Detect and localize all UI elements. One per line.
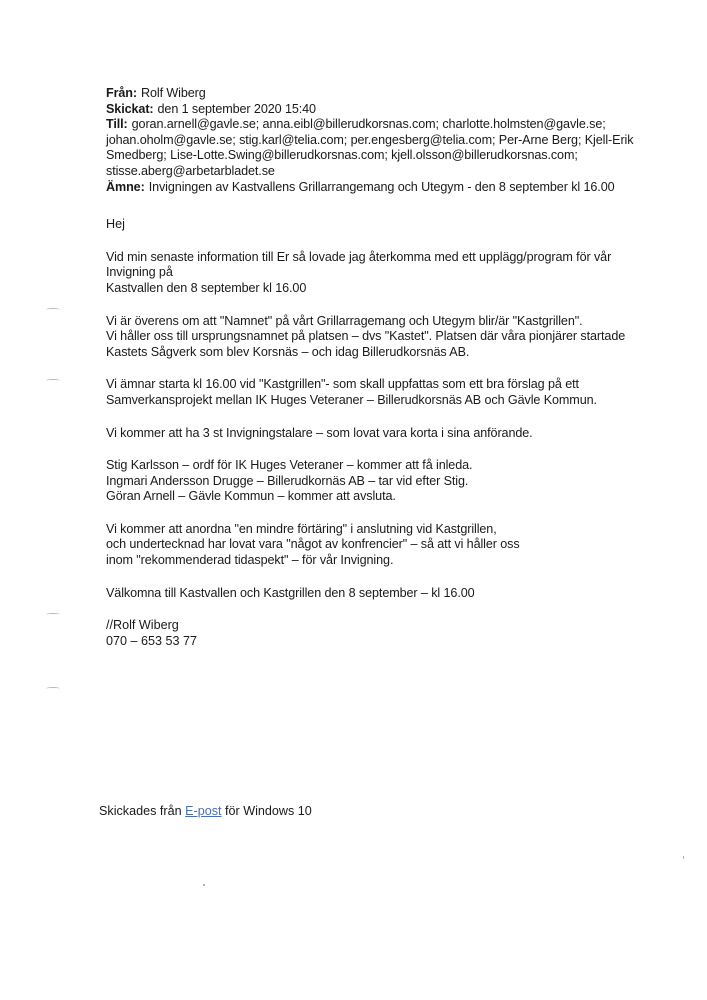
scan-speck: [203, 884, 205, 886]
paragraph-line: Vi kommer att ha 3 st Invigningstalare – som lovat vara korta i sina anförande.: [106, 425, 533, 440]
signature: [106, 618, 666, 649]
paragraph-line: Vid min senaste information till Er så lovade jag återkomma med ett upplägg/program för vår: [106, 249, 612, 264]
email-document: [106, 86, 666, 649]
to-line: [106, 117, 666, 179]
paragraph-line: Vi ämnar starta kl 16.00 vid "Kastgrillen"- som skall uppfattas som ett bra förslag på ett: [106, 377, 579, 392]
signature-name: //Rolf Wiberg: [106, 618, 179, 633]
paragraph-line: Ingmari Andersson Drugge – Billerudkornäs AB – tar vid efter Stig.: [106, 473, 469, 488]
paragraph-line: och undertecknad har lovat vara "något av konfrencier" – så att vi håller oss: [106, 537, 520, 552]
footer-prefix: Skickades från: [99, 804, 182, 818]
sent-value: den 1 september 2020 15:40: [157, 101, 316, 116]
paragraph-line: Stig Karlsson – ordf för IK Huges Veteraner – kommer att få inleda.: [106, 458, 473, 473]
sent-from-footer: [99, 804, 312, 820]
paragraph-line: Samverkansprojekt mellan IK Huges Veteraner – Billerudkorsnäs AB och Gävle Kommun.: [106, 392, 597, 407]
email-header: [106, 86, 666, 195]
paragraph-line: Kastvallen den 8 september kl 16.00: [106, 280, 307, 295]
paragraph-line: Invigning på: [106, 265, 173, 280]
paragraph-start: [106, 377, 666, 408]
scan-margin-mark: [46, 613, 60, 616]
from-line: [106, 86, 666, 102]
paragraph-line: Göran Arnell – Gävle Kommun – kommer att avsluta.: [106, 489, 396, 504]
subject-label: Ämne:: [106, 179, 145, 194]
paragraph-line: inom "rekommenderad tidaspekt" – för vår Invigning.: [106, 553, 394, 568]
email-app-link[interactable]: E-post: [185, 804, 222, 818]
paragraph-line: Välkomna till Kastvallen och Kastgrillen den 8 september – kl 16.00: [106, 585, 475, 600]
scan-margin-mark: [46, 308, 60, 311]
footer-suffix: för Windows 10: [225, 804, 312, 818]
paragraph-speakers: [106, 426, 666, 442]
scan-speck: [683, 856, 684, 859]
greeting: Hej: [106, 217, 125, 232]
paragraph-name: [106, 314, 666, 361]
to-value: goran.arnell@gavle.se; anna.eibl@billerudkorsnas.com; charlotte.holmsten@gavle.se; johan.oholm@gavle.se; stig.karl@telia.com; per.engesberg@telia.com; Per-Arne Berg; Kjell-Erik Smedberg; Lise-Lotte.Swing@billerudkorsnas.com; kjell.olsson@billerudkorsnas.com; stisse.aberg@arbetarbladet.se: [106, 117, 634, 178]
paragraph-line: Vi är överens om att "Namnet" på vårt Grillarragemang och Utegym blir/är "Kastgrillen".: [106, 313, 583, 328]
to-label: Till:: [106, 117, 128, 132]
paragraph-speaker-list: [106, 458, 666, 505]
from-value: Rolf Wiberg: [141, 86, 206, 100]
sent-label: Skickat:: [106, 101, 154, 116]
scan-margin-mark: [46, 379, 60, 382]
from-label: Från:: [106, 86, 137, 100]
sent-line: [106, 102, 666, 118]
signature-phone: 070 – 653 53 77: [106, 633, 198, 648]
paragraph-line: Vi håller oss till ursprungsnamnet på platsen – dvs "Kastet". Platsen där våra pionjärer startade: [106, 329, 626, 344]
paragraph-refreshments: [106, 522, 666, 569]
scan-margin-mark: [46, 687, 60, 690]
paragraph-line: Vi kommer att anordna "en mindre förtäring" i anslutning vid Kastgrillen,: [106, 521, 497, 536]
subject-line: [106, 180, 666, 196]
paragraph-welcome: [106, 586, 666, 602]
paragraph-intro: [106, 250, 666, 297]
subject-value: Invigningen av Kastvallens Grillarrangemang och Utegym - den 8 september kl 16.00: [148, 179, 615, 194]
paragraph-line: Kastets Sågverk som blev Korsnäs – och idag Billerudkorsnäs AB.: [106, 344, 470, 359]
